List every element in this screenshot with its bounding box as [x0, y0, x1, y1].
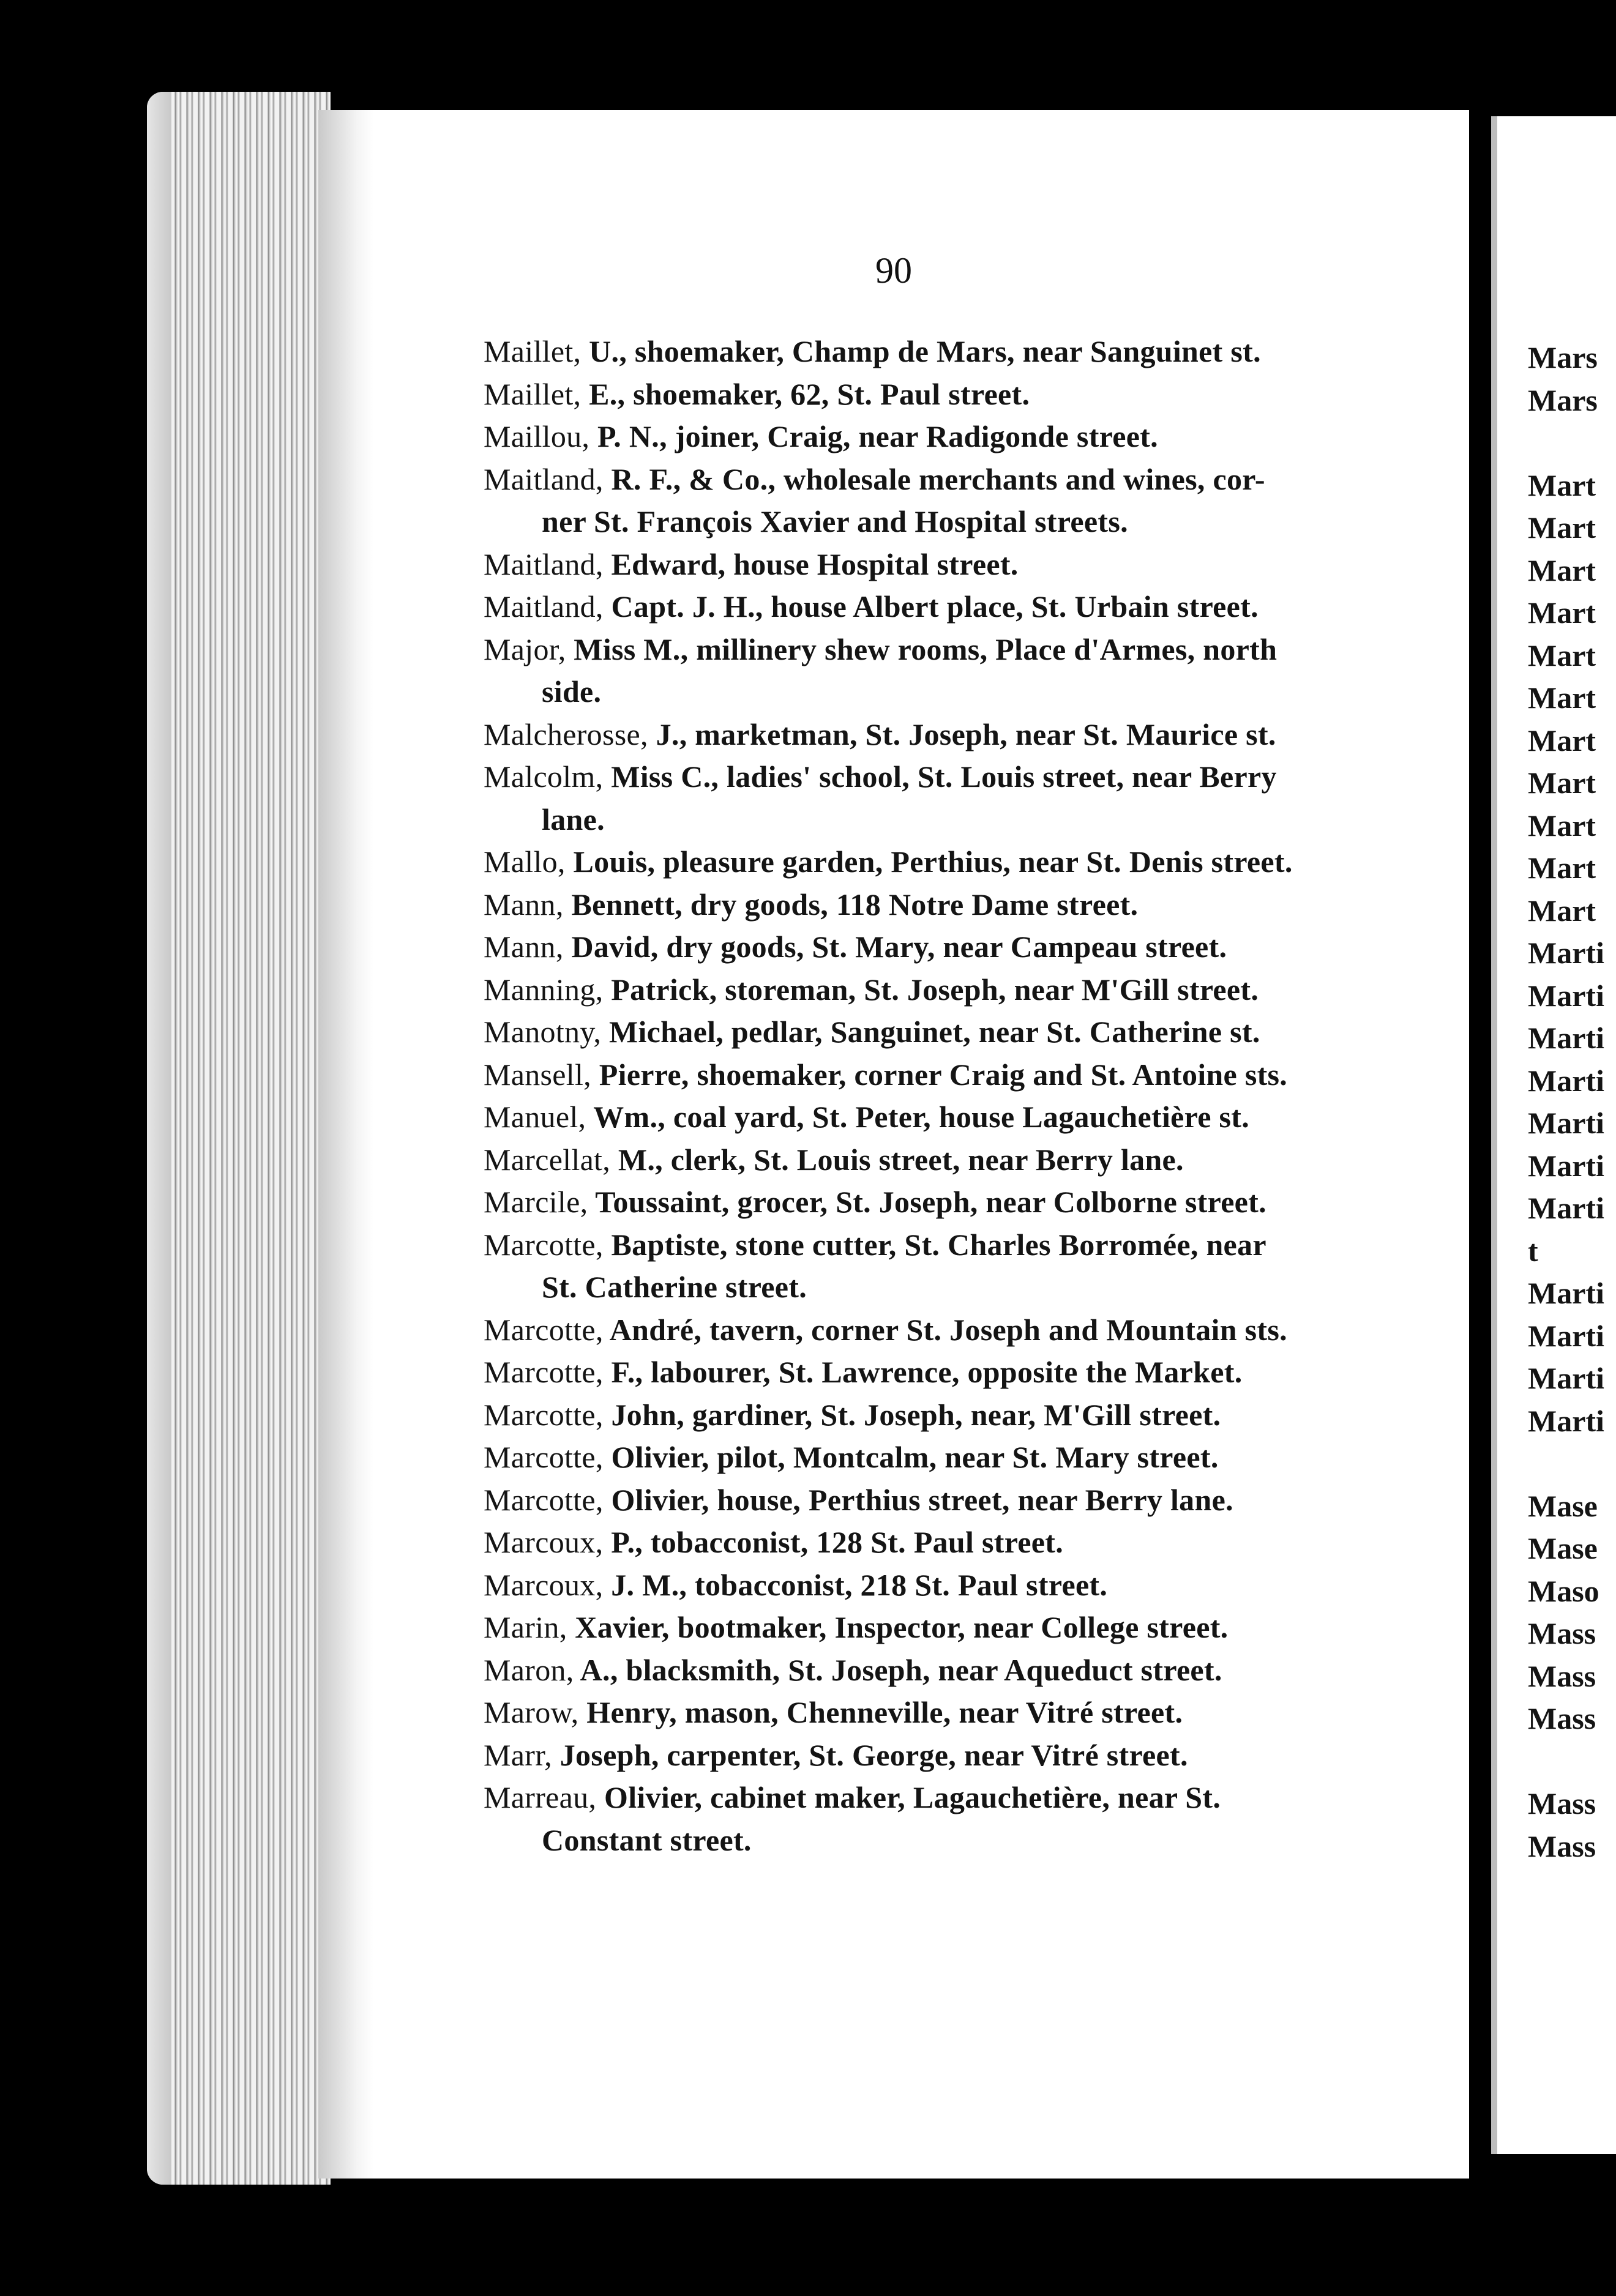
directory-entry: [484, 969, 1475, 1012]
entry-continuation: ner St. François Xavier and Hospital streets.: [542, 504, 1128, 539]
directory-entry: [484, 1436, 1475, 1479]
entry-details: F., labourer, St. Lawrence, opposite the Market.: [603, 1355, 1243, 1389]
directory-entry: [484, 458, 1475, 501]
directory-entry: [484, 1776, 1475, 1819]
directory-entry: [484, 1479, 1475, 1522]
next-page-fragment: Mass: [1528, 1701, 1596, 1735]
entry-surname: Marcotte,: [484, 1397, 604, 1432]
entry-details: Olivier, pilot, Montcalm, near St. Mary street.: [603, 1440, 1219, 1474]
next-page-fragment: t: [1528, 1233, 1538, 1268]
directory-entry: [484, 1351, 1475, 1394]
entry-surname: Marr,: [484, 1737, 552, 1772]
next-page-fragment: Mass: [1528, 1786, 1596, 1821]
next-page-fragment: Marti: [1528, 1361, 1604, 1395]
entry-surname: Major,: [484, 632, 566, 666]
entry-surname: Maitland,: [484, 461, 604, 496]
directory-entry: [484, 543, 1475, 586]
directory-entry: [484, 1691, 1475, 1734]
next-page-fragment: Mass: [1528, 1616, 1596, 1650]
page-number: 90: [875, 250, 912, 291]
next-page-fragment: Marti: [1528, 1106, 1604, 1140]
next-page-fragment: Mart: [1528, 808, 1596, 843]
next-page-fragment: Mart: [1528, 638, 1596, 673]
entry-details: Joseph, carpenter, St. George, near Vitré street.: [552, 1737, 1188, 1772]
entry-surname: Manuel,: [484, 1100, 586, 1134]
directory-entry: [484, 756, 1475, 799]
entry-details: P., tobacconist, 128 St. Paul street.: [603, 1525, 1064, 1559]
next-page-fragment: Mars: [1528, 340, 1598, 375]
entry-surname: Marcotte,: [484, 1312, 604, 1347]
next-page-fragment: Mart: [1528, 510, 1596, 545]
entry-surname: Marcotte,: [484, 1227, 604, 1262]
entry-surname: Malcolm,: [484, 759, 604, 794]
entry-surname: Maitland,: [484, 546, 604, 581]
directory-entry: [484, 1011, 1475, 1054]
directory-entry: [484, 1139, 1475, 1182]
entry-details: M., clerk, St. Louis street, near Berry lane.: [610, 1142, 1184, 1177]
next-page-fragment: Mart: [1528, 468, 1596, 502]
next-page-fragment: Mars: [1528, 382, 1598, 417]
directory-entry: [484, 1181, 1475, 1224]
entry-continuation: St. Catherine street.: [542, 1270, 807, 1304]
directory-entry: [484, 926, 1475, 969]
entry-details: Olivier, cabinet maker, Lagauchetière, near St.: [596, 1780, 1221, 1814]
next-page-fragment: Mart: [1528, 893, 1596, 928]
page-gutter: [318, 110, 373, 2179]
directory-entry: [484, 714, 1475, 756]
entry-surname: Marcotte,: [484, 1355, 604, 1389]
next-page-fragment: Mart: [1528, 553, 1596, 587]
entry-details: R. F., & Co., wholesale merchants and wines, cor-: [603, 461, 1265, 496]
directory-entry: [484, 1734, 1475, 1777]
entry-continuation: lane.: [542, 802, 605, 837]
entry-surname: Marcile,: [484, 1185, 588, 1219]
entry-details: Miss C., ladies' school, St. Louis street, near Berry: [603, 759, 1277, 794]
entry-details: Toussaint, grocer, St. Joseph, near Colborne street.: [588, 1185, 1266, 1219]
next-page-fragment: [1528, 1740, 1616, 1783]
entry-surname: Maillet,: [484, 334, 582, 368]
entry-continuation: Constant street.: [542, 1822, 752, 1857]
next-page-fragment: Mass: [1528, 1658, 1596, 1693]
entry-details: Michael, pedlar, Sanguinet, near St. Catherine st.: [601, 1015, 1260, 1049]
entry-details: A., blacksmith, St. Joseph, near Aqueduct street.: [574, 1652, 1222, 1687]
entry-details: Henry, mason, Chenneville, near Vitré street.: [578, 1695, 1183, 1729]
next-page-fragment: Marti: [1528, 978, 1604, 1013]
entry-surname: Maillou,: [484, 419, 590, 453]
directory-entry: [484, 1606, 1475, 1649]
entry-details: U., shoemaker, Champ de Mars, near Sanguinet st.: [581, 334, 1261, 368]
next-page-shade: [1491, 116, 1497, 2154]
directory-entry: [484, 1096, 1475, 1139]
entry-surname: Marcoux,: [484, 1567, 604, 1602]
entry-details: Xavier, bootmaker, Inspector, near College street.: [567, 1610, 1229, 1644]
next-page-fragment: Mart: [1528, 766, 1596, 800]
entry-details: P. N., joiner, Craig, near Radigonde street.: [589, 419, 1158, 453]
directory-page: [318, 110, 1469, 2179]
entry-details: J., marketman, St. Joseph, near St. Maurice st.: [648, 717, 1276, 751]
next-page-fragment: Marti: [1528, 936, 1604, 970]
directory-entry: [484, 416, 1475, 458]
directory-entry: [484, 1564, 1475, 1607]
entry-surname: Maron,: [484, 1652, 574, 1687]
directory-entry: [484, 1309, 1475, 1352]
edge-shadow: [147, 92, 171, 2185]
entry-surname: Mallo,: [484, 844, 566, 879]
next-page-fragment: Marti: [1528, 1191, 1604, 1225]
entry-details: Olivier, house, Perthius street, near Berry lane.: [603, 1482, 1233, 1517]
entry-details: Patrick, storeman, St. Joseph, near M'Gill street.: [603, 972, 1259, 1007]
next-page-fragment: Mart: [1528, 723, 1596, 758]
next-page-fragment: Maso: [1528, 1573, 1599, 1608]
next-page-fragments: [1528, 337, 1616, 1868]
entry-surname: Marcoux,: [484, 1525, 604, 1559]
next-page-fragment: Marti: [1528, 1063, 1604, 1098]
directory-entry: [484, 1521, 1475, 1564]
directory-entries: [484, 330, 1475, 1862]
entry-details: Capt. J. H., house Albert place, St. Urbain street.: [603, 589, 1259, 624]
directory-entry: [484, 330, 1475, 373]
entry-surname: Malcherosse,: [484, 717, 648, 751]
next-page-fragment: [1528, 422, 1616, 464]
entry-details: André, tavern, corner St. Joseph and Mountain sts.: [603, 1312, 1287, 1347]
entry-details: J. M., tobacconist, 218 St. Paul street.: [603, 1567, 1108, 1602]
directory-entry: [484, 373, 1475, 416]
next-page-fragment: Marti: [1528, 1276, 1604, 1310]
entry-surname: Marin,: [484, 1610, 567, 1644]
directory-entry: [484, 586, 1475, 628]
entry-surname: Mann,: [484, 887, 564, 922]
entry-details: Edward, house Hospital street.: [603, 546, 1019, 581]
entry-details: Baptiste, stone cutter, St. Charles Borromée, near: [603, 1227, 1266, 1262]
entry-surname: Mansell,: [484, 1057, 591, 1092]
next-page-sliver: [1491, 116, 1616, 2154]
directory-entry: [484, 841, 1475, 884]
entry-details: David, dry goods, St. Mary, near Campeau street.: [563, 930, 1227, 964]
next-page-fragment: Marti: [1528, 1318, 1604, 1353]
entry-continuation: side.: [542, 674, 602, 709]
next-page-fragment: Mass: [1528, 1828, 1596, 1863]
next-page-fragment: Mart: [1528, 680, 1596, 715]
next-page-fragment: Marti: [1528, 1148, 1604, 1183]
entry-details: Pierre, shoemaker, corner Craig and St. Antoine sts.: [591, 1057, 1288, 1092]
entry-surname: Manotny,: [484, 1015, 602, 1049]
page-edges: [147, 92, 331, 2185]
directory-entry: [484, 628, 1475, 671]
next-page-fragment: Marti: [1528, 1403, 1604, 1438]
next-page-fragment: Marti: [1528, 1021, 1604, 1055]
directory-entry: [484, 1394, 1475, 1437]
next-page-fragment: Mart: [1528, 851, 1596, 885]
entry-surname: Marcellat,: [484, 1142, 611, 1177]
entry-details: Miss M., millinery shew rooms, Place d'Armes, north: [566, 632, 1277, 666]
next-page-fragment: Mart: [1528, 595, 1596, 630]
entry-surname: Manning,: [484, 972, 604, 1007]
directory-entry: [484, 1224, 1475, 1267]
entry-details: John, gardiner, St. Joseph, near, M'Gill street.: [603, 1397, 1221, 1432]
entry-surname: Marreau,: [484, 1780, 597, 1814]
entry-surname: Mann,: [484, 930, 564, 964]
entry-surname: Marcotte,: [484, 1440, 604, 1474]
entry-details: Wm., coal yard, St. Peter, house Lagauchetière st.: [586, 1100, 1250, 1134]
directory-entry: [484, 1649, 1475, 1692]
entry-surname: Marow,: [484, 1695, 579, 1729]
entry-details: E., shoemaker, 62, St. Paul street.: [581, 376, 1030, 411]
next-page-fragment: Mase: [1528, 1488, 1598, 1523]
entry-surname: Maillet,: [484, 376, 582, 411]
entry-details: Bennett, dry goods, 118 Notre Dame street.: [563, 887, 1139, 922]
next-page-fragment: [1528, 1442, 1616, 1485]
directory-entry: [484, 884, 1475, 926]
entry-details: Louis, pleasure garden, Perthius, near St. Denis street.: [565, 844, 1293, 879]
directory-entry: [484, 1054, 1475, 1097]
next-page-fragment: Mase: [1528, 1531, 1598, 1565]
entry-surname: Maitland,: [484, 589, 604, 624]
entry-surname: Marcotte,: [484, 1482, 604, 1517]
